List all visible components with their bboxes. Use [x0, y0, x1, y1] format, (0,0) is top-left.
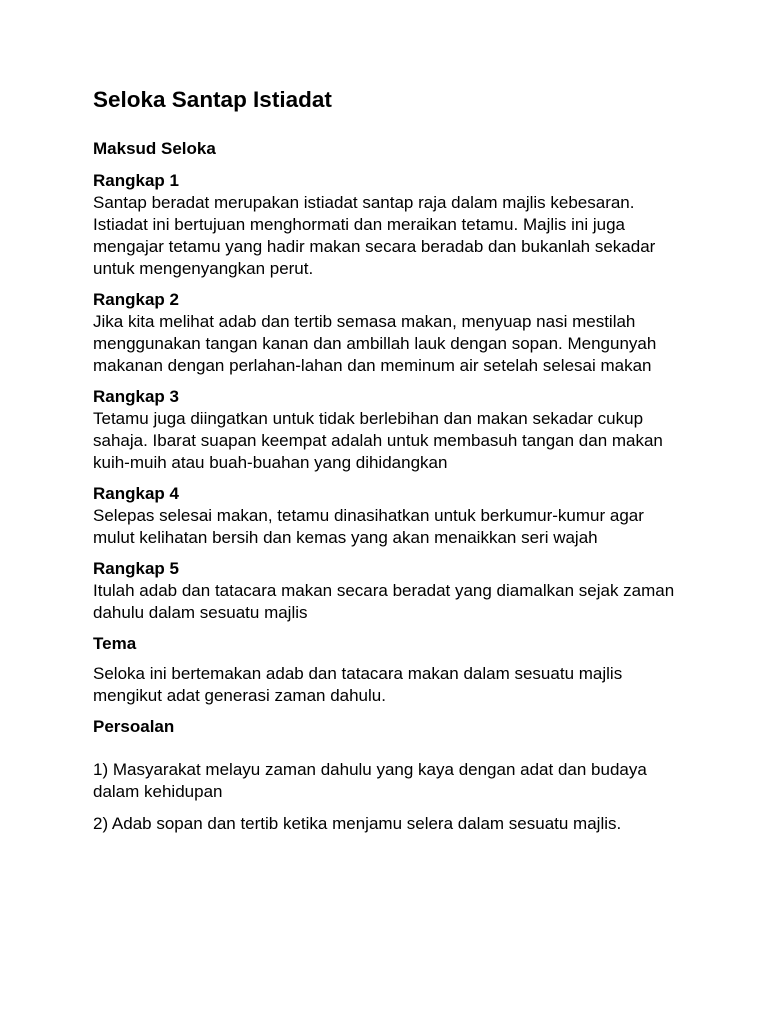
meaning-heading: Maksud Seloka	[93, 139, 216, 158]
stanza-4	[93, 483, 688, 549]
stanza-5	[93, 558, 688, 624]
stanza-1	[93, 170, 688, 280]
issue-item: 1) Masyarakat melayu zaman dahulu yang kaya dengan adat dan budaya dalam kehidupan	[93, 760, 647, 801]
stanza-text: Tetamu juga diingatkan untuk tidak berlebihan dan makan sekadar cukup sahaja. Ibarat suapan keempat adalah untuk membasuh tangan dan makan kuih-muih atau buah-buahan yang dihidangkan	[93, 409, 663, 472]
stanza-label: Rangkap 2	[93, 290, 179, 309]
theme-text: Seloka ini bertemakan adab dan tatacara makan dalam sesuatu majlis mengikut adat generasi zaman dahulu.	[93, 664, 623, 705]
stanza-label: Rangkap 4	[93, 484, 179, 503]
stanza-text: Jika kita melihat adab dan tertib semasa makan, menyuap nasi mestilah menggunakan tangan kanan dan ambillah lauk dengan sopan. Mengunyah makanan dengan perlahan-lahan dan meminum air setelah selesai makan	[93, 312, 657, 375]
stanza-text: Selepas selesai makan, tetamu dinasihatkan untuk berkumur-kumur agar mulut kelihatan bersih dan kemas yang akan menaikkan seri wajah	[93, 506, 644, 547]
issue-item: 2) Adab sopan dan tertib ketika menjamu selera dalam sesuatu majlis.	[93, 814, 622, 833]
theme-heading: Tema	[93, 634, 137, 653]
stanza-text: Santap beradat merupakan istiadat santap raja dalam majlis kebesaran. Istiadat ini bertujuan menghormati dan meraikan tetamu. Majlis ini juga mengajar tetamu yang hadir makan secara beradab dan bukanlah sekadar untuk mengenyangkan perut.	[93, 193, 656, 278]
stanza-label: Rangkap 3	[93, 387, 179, 406]
document-title: Seloka Santap Istiadat	[93, 87, 332, 112]
stanza-text: Itulah adab dan tatacara makan secara beradat yang diamalkan sejak zaman dahulu dalam sesuatu majlis	[93, 581, 675, 622]
stanza-label: Rangkap 5	[93, 559, 179, 578]
issues-heading: Persoalan	[93, 717, 175, 736]
stanza-label: Rangkap 1	[93, 171, 179, 190]
stanza-2	[93, 289, 688, 377]
stanza-3	[93, 386, 688, 474]
